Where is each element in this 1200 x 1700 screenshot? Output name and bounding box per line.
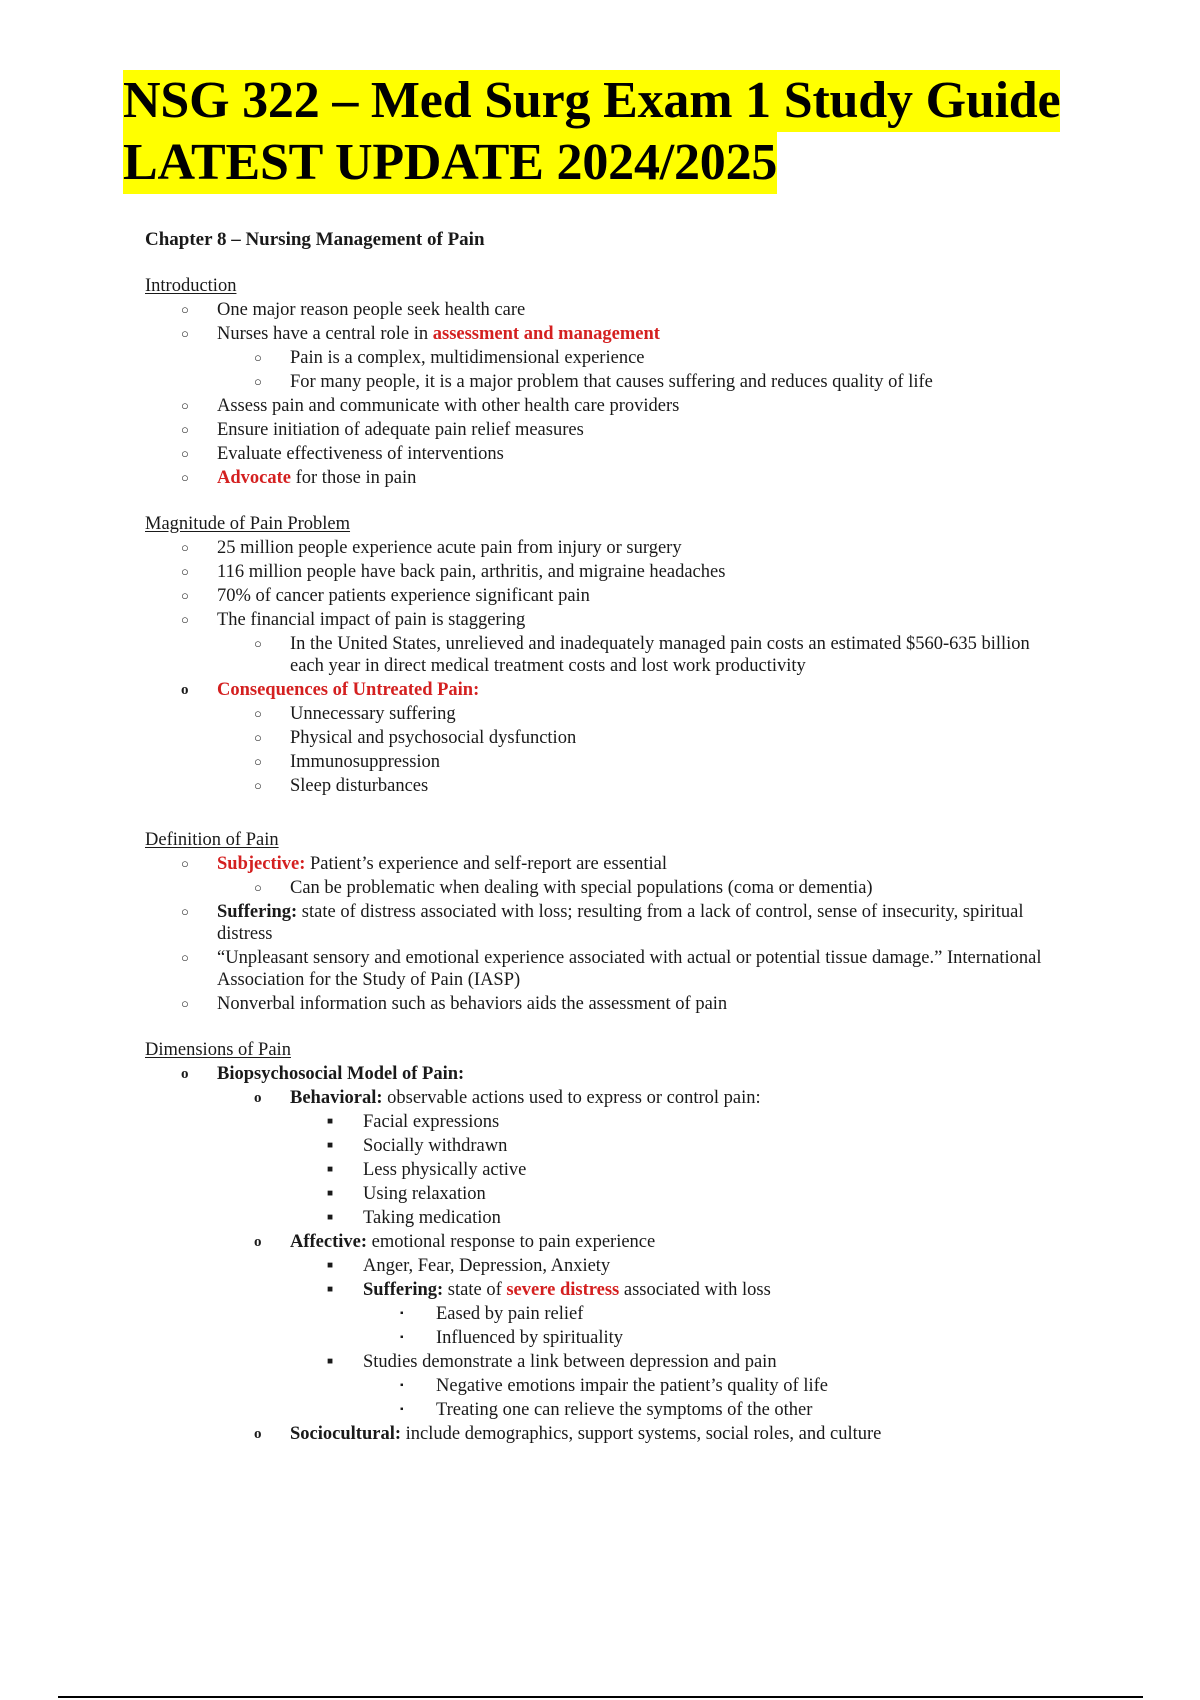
- dot-bullet-icon: ▪: [400, 1404, 404, 1415]
- section-definition: [145, 828, 1045, 1016]
- section-introduction: [145, 274, 1045, 490]
- list-item: o Behavioral: observable actions used to express or control pain:: [254, 1088, 761, 1108]
- bold-bullet-icon: o: [254, 1426, 262, 1442]
- section-heading: Introduction: [145, 276, 237, 296]
- bold-bullet-icon: o: [254, 1234, 262, 1250]
- square-bullet-icon: ■: [327, 1356, 334, 1367]
- hollow-bullet-icon: ○: [181, 470, 189, 485]
- section-magnitude: [145, 512, 1045, 798]
- highlight-text: Advocate: [217, 468, 291, 488]
- list-item: ○ Evaluate effectiveness of interventions: [181, 444, 504, 464]
- hollow-bullet-icon: ○: [181, 856, 189, 871]
- hollow-bullet-icon: ○: [181, 540, 189, 555]
- list-item: [145, 678, 1045, 702]
- list-item: o Sociocultural: include demographics, support systems, social roles, and culture: [254, 1424, 882, 1444]
- list-item: ■ Facial expressions: [327, 1112, 500, 1132]
- list-item: ○ In the United States, unrelieved and inadequately managed pain costs an estimated $560-635 billion each year in direct medical treatment costs and lost work productivity: [254, 634, 1030, 676]
- list-item: ○ Ensure initiation of adequate pain relief measures: [181, 420, 584, 440]
- section-heading: Dimensions of Pain: [145, 1040, 291, 1060]
- list-item: ▪ Influenced by spirituality: [400, 1328, 624, 1348]
- hollow-bullet-icon: ○: [181, 398, 189, 413]
- square-bullet-icon: ■: [327, 1260, 334, 1271]
- highlight-text: severe distress: [506, 1280, 620, 1300]
- title-line-2: LATEST UPDATE 2024/2025: [123, 132, 777, 194]
- list-item: ▪ Negative emotions impair the patient’s quality of life: [400, 1376, 828, 1396]
- list-item: ○ The financial impact of pain is staggering: [181, 610, 526, 630]
- square-bullet-icon: ■: [327, 1140, 334, 1151]
- hollow-bullet-icon: ○: [181, 996, 189, 1011]
- list-item: ○ Pain is a complex, multidimensional experience: [254, 348, 645, 368]
- hollow-bullet-icon: ○: [181, 326, 189, 341]
- bold-bullet-icon: o: [181, 1066, 189, 1082]
- list-item: ○ Nurses have a central role in assessment and management: [181, 324, 660, 344]
- highlight-text: Consequences of Untreated Pain:: [217, 680, 480, 700]
- list-item: ○ 70% of cancer patients experience significant pain: [181, 586, 590, 606]
- title-line-1: NSG 322 – Med Surg Exam 1 Study Guide: [123, 70, 1060, 132]
- document-body: [145, 228, 1045, 1446]
- hollow-bullet-icon: ○: [181, 612, 189, 627]
- hollow-bullet-icon: ○: [254, 730, 262, 745]
- list-item: ○ For many people, it is a major problem that causes suffering and reduces quality of life: [254, 372, 933, 392]
- square-bullet-icon: ■: [327, 1284, 334, 1295]
- list-item: ■ Less physically active: [327, 1160, 527, 1180]
- dot-bullet-icon: ▪: [400, 1380, 404, 1391]
- highlight-text: assessment and management: [432, 324, 660, 344]
- hollow-bullet-icon: ○: [181, 564, 189, 579]
- section-heading: Magnitude of Pain Problem: [145, 514, 351, 534]
- list-item: o Affective: emotional response to pain experience: [254, 1232, 656, 1252]
- square-bullet-icon: ■: [327, 1164, 334, 1175]
- list-item: ○ Suffering: state of distress associated with loss; resulting from a lack of control, sense of insecurity, spiritual distress: [181, 902, 1024, 944]
- list-item: ○ “Unpleasant sensory and emotional experience associated with actual or potential tissue damage.” International Association for the Study of Pain (IASP): [181, 948, 1042, 990]
- hollow-bullet-icon: ○: [254, 754, 262, 769]
- list-item: ○ Physical and psychosocial dysfunction: [254, 728, 577, 748]
- hollow-bullet-icon: ○: [254, 778, 262, 793]
- hollow-bullet-icon: ○: [254, 374, 262, 389]
- page-bottom-rule: [58, 1696, 1143, 1698]
- list-item: ▪ Treating one can relieve the symptoms of the other: [400, 1400, 813, 1420]
- list-item: ○ Sleep disturbances: [254, 776, 429, 796]
- square-bullet-icon: ■: [327, 1116, 334, 1127]
- hollow-bullet-icon: ○: [254, 880, 262, 895]
- list-item: ○ Can be problematic when dealing with special populations (coma or dementia): [254, 878, 873, 898]
- list-item: ■ Using relaxation: [327, 1184, 486, 1204]
- list-item: ○ Subjective: Patient’s experience and self-report are essential: [181, 854, 667, 874]
- list-item: ○ 116 million people have back pain, arthritis, and migraine headaches: [181, 562, 726, 582]
- hollow-bullet-icon: ○: [181, 422, 189, 437]
- highlight-text: Subjective:: [217, 854, 306, 874]
- list-item: ■ Anger, Fear, Depression, Anxiety: [327, 1256, 611, 1276]
- hollow-bullet-icon: ○: [254, 636, 262, 651]
- chapter-heading: Chapter 8 – Nursing Management of Pain: [145, 229, 485, 250]
- square-bullet-icon: ■: [327, 1188, 334, 1199]
- list-item: ○ 25 million people experience acute pain from injury or surgery: [181, 538, 682, 558]
- bold-bullet-icon: o: [254, 1090, 262, 1106]
- dot-bullet-icon: ▪: [400, 1308, 404, 1319]
- dot-bullet-icon: ▪: [400, 1332, 404, 1343]
- hollow-bullet-icon: ○: [181, 588, 189, 603]
- list-item: o Biopsychosocial Model of Pain:: [181, 1064, 465, 1084]
- list-item: ○ Immunosuppression: [254, 752, 441, 772]
- list-item: ▪ Eased by pain relief: [400, 1304, 584, 1324]
- hollow-bullet-icon: ○: [181, 950, 189, 965]
- document-title: [123, 70, 1153, 194]
- square-bullet-icon: ■: [327, 1212, 334, 1223]
- hollow-bullet-icon: ○: [181, 904, 189, 919]
- section-heading: Definition of Pain: [145, 830, 279, 850]
- list-item: ■ Studies demonstrate a link between depression and pain: [327, 1352, 777, 1372]
- hollow-bullet-icon: ○: [181, 302, 189, 317]
- list-item: ○ Nonverbal information such as behaviors aids the assessment of pain: [181, 994, 728, 1014]
- list-item: ■ Socially withdrawn: [327, 1136, 508, 1156]
- list-item: ■ Taking medication: [327, 1208, 501, 1228]
- list-item: ■ Suffering: state of severe distress associated with loss: [327, 1280, 771, 1300]
- bold-bullet-icon: o: [181, 682, 189, 698]
- hollow-bullet-icon: ○: [181, 446, 189, 461]
- list-item: ○ Unnecessary suffering: [254, 704, 456, 724]
- hollow-bullet-icon: ○: [254, 706, 262, 721]
- list-item: ○ Assess pain and communicate with other health care providers: [181, 396, 680, 416]
- section-dimensions: [145, 1038, 1045, 1446]
- list-item: ○ One major reason people seek health care: [181, 300, 526, 320]
- hollow-bullet-icon: ○: [254, 350, 262, 365]
- list-item: ○ Advocate for those in pain: [181, 468, 417, 488]
